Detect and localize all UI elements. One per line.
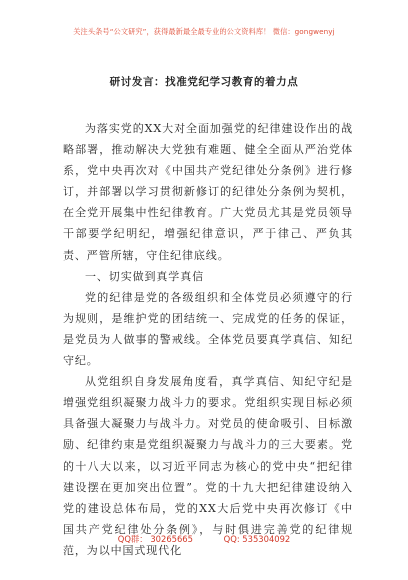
paragraph-discipline-rules: 党的纪律是党的各级组织和全体党员必须遵守的行为规则，是维护党的团结统一、完成党的任务的保证，是党员为人做事的警戒线。全体党员要真学真信、知纪守纪。 (63, 290, 353, 368)
document-body (63, 118, 353, 561)
footer-qq: QQ: 535304092 (223, 534, 291, 544)
footer-contact (0, 533, 408, 545)
document-title: 研讨发言：找准党纪学习教育的着力点 (109, 76, 299, 88)
header-banner: 关注头条号“公文研究”，获得最新最全最专业的公文资料库！ 微信：gongwenyj (73, 27, 335, 36)
section-heading: 一、切实做到真学真信 (85, 269, 204, 283)
paragraph-organization-perspective: 从党组织自身发展角度看，真学真信、知纪守纪是增强党组织凝聚力战斗力的要求。党组织实现目标必须具备强大凝聚力与战斗力。对党员的使命吸引、目标激励、纪律约束是党组织凝聚力与战斗力的三大要素。党的十八大以来，以习近平同志为核心的党中央“把纪律建设摆在更加突出位置”。党的十九大把纪律建设纳入党的建设总体布局，党的XX大后党中央再次修订《中国共产党纪律处分条例》，与时俱进完善党的纪律规范，为以中国式现代化 (63, 375, 353, 557)
paragraph-intro: 为落实党的XX大对全面加强党的纪律建设作出的战略部署，推动解决大党独有难题、健全全面从严治党体系，党中央再次对《中国共产党纪律处分条例》进行修订，并部署以学习贯彻新修订的纪律处分条例为契机，在全党开展集中性纪律教育。广大党员尤其是党员领导干部要学纪明纪，增强纪律意识，严于律己、严负其责、严管所辖，守住纪律底线。 (63, 122, 353, 262)
footer-qq-group: QQ群： 30265665 (117, 534, 193, 544)
